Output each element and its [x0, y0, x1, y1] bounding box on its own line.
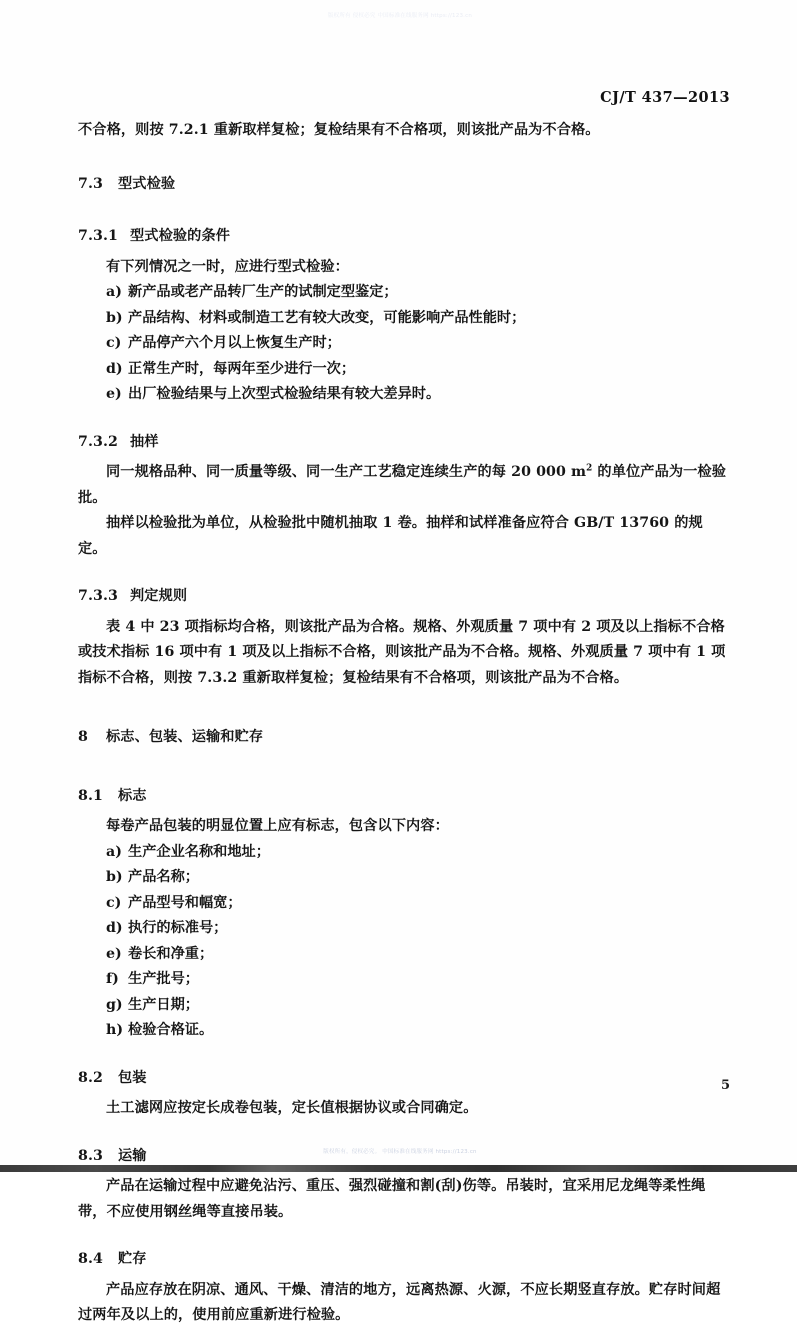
list-item	[78, 331, 730, 357]
intro-paragraph: 不合格，则按 7.2.1 重新取样复检；复检结果有不合格项，则该批产品为不合格。	[78, 122, 600, 138]
heading-7-3-3	[78, 584, 730, 610]
list-item-text: 新产品或老产品转厂生产的试制定型鉴定；	[128, 284, 398, 300]
heading-8-1-title: 标志	[118, 787, 147, 804]
list-marker: f)	[106, 971, 119, 987]
heading-7-3-3-title: 判定规则	[130, 588, 188, 604]
list-item	[78, 280, 730, 306]
lead-8-1: 每卷产品包装的明显位置上应有标志，包含以下内容：	[106, 818, 449, 834]
heading-7-3-1-number: 7.3.1	[78, 228, 118, 244]
list-marker: e)	[106, 386, 122, 402]
paragraph-8-4: 产品应存放在阴凉、通风、干燥、清洁的地方，远离热源、火源，不应长期竖直存放。贮存时间超过两年及以上的，使用前应重新进行检验。	[78, 1281, 721, 1323]
watermark-bottom: 版权所有，侵权必究。 中国标准在线服务网 https://123.cn	[323, 1149, 477, 1155]
list-item-text: 生产批号；	[128, 971, 199, 987]
list-marker: e)	[106, 945, 122, 962]
heading-8-number: 8	[78, 729, 88, 745]
list-item	[78, 967, 730, 993]
heading-7-3-2-number: 7.3.2	[78, 433, 118, 450]
scan-edge-bottom	[0, 1165, 800, 1172]
paragraph-7-3-2-a-post: 的单位产品为一检验批。	[78, 464, 727, 506]
list-item	[78, 865, 730, 891]
paragraph-7-3-3: 表 4 中 23 项指标均合格，则该批产品为合格。规格、外观质量 7 项中有 2 项及以上指标不合格或技术指标 16 项中有 1 项及以上指标不合格，则该批产品为不合格。规格、外观质量 7 项中有 1 项指标不合格，则按 7.3.2 重新取样复检；复检结果有不合格项，则该批产品为不合格。	[78, 618, 726, 686]
heading-7-3-2-title: 抽样	[130, 433, 159, 450]
heading-8-4-number: 8.4	[78, 1251, 103, 1267]
lead-7-3-1: 有下列情况之一时，应进行型式检验：	[106, 258, 349, 275]
paragraph-7-3-2-a-pre: 同一规格品种、同一质量等级、同一生产工艺稳定连续生产的每 20 000 m	[106, 464, 587, 480]
heading-7-3-1-title: 型式检验的条件	[130, 228, 231, 244]
heading-7-3	[78, 172, 730, 198]
list-8-1	[78, 840, 730, 1044]
list-item-text: 正常生产时，每两年至少进行一次；	[128, 360, 356, 377]
list-7-3-1	[78, 280, 730, 408]
heading-7-3-1	[78, 224, 730, 250]
heading-7-3-number: 7.3	[78, 175, 103, 192]
list-item	[78, 942, 730, 968]
heading-8-title: 标志、包装、运输和贮存	[106, 729, 264, 745]
heading-8-4-title: 贮存	[118, 1251, 147, 1267]
paragraph-8-2: 土工滤网应按定长成卷包装，定长值根据协议或合同确定。	[106, 1100, 478, 1116]
list-marker: d)	[106, 360, 123, 377]
list-marker: g)	[106, 996, 123, 1013]
list-marker: b)	[106, 309, 123, 326]
list-item-text: 生产企业名称和地址；	[128, 843, 270, 860]
list-item	[78, 840, 730, 866]
heading-7-3-title: 型式检验	[118, 175, 176, 192]
list-item	[78, 993, 730, 1019]
heading-8-2-number: 8.2	[78, 1069, 103, 1086]
list-item	[78, 1018, 730, 1044]
heading-7-3-2	[78, 430, 730, 456]
list-item-text: 产品型号和幅宽；	[128, 894, 242, 911]
list-item	[78, 357, 730, 383]
list-item	[78, 382, 730, 408]
paragraph-8-3: 产品在运输过程中应避免沾污、重压、强烈碰撞和割(刮)伤等。吊装时，宜采用尼龙绳等柔性绳带，不应使用钢丝绳等直接吊装。	[78, 1178, 706, 1220]
list-item-text: 产品结构、材料或制造工艺有较大改变，可能影响产品性能时；	[128, 309, 526, 326]
paragraph-7-3-2-b: 抽样以检验批为单位，从检验批中随机抽取 1 卷。抽样和试样准备应符合 GB/T 13760 的规定。	[78, 515, 703, 557]
list-item	[78, 891, 730, 917]
heading-8	[78, 725, 730, 751]
list-item-text: 执行的标准号；	[128, 920, 228, 936]
list-marker: d)	[106, 920, 123, 936]
list-marker: b)	[106, 869, 123, 885]
heading-8-1-number: 8.1	[78, 787, 103, 804]
list-marker: h)	[106, 1022, 124, 1038]
list-item-text: 出厂检验结果与上次型式检验结果有较大差异时。	[128, 386, 441, 402]
heading-8-3-title: 运输	[118, 1147, 147, 1164]
heading-8-2-title: 包装	[118, 1069, 147, 1086]
paragraph-7-3-2-a	[78, 460, 730, 511]
page-header-standard-code: CJ/T 437—2013	[600, 89, 730, 106]
heading-8-4	[78, 1247, 730, 1273]
list-marker: a)	[106, 843, 122, 860]
list-item-text: 检验合格证。	[128, 1022, 214, 1038]
list-item	[78, 916, 730, 942]
list-item-text: 产品名称；	[128, 869, 199, 885]
list-item	[78, 306, 730, 332]
page-number: 5	[720, 1078, 730, 1093]
list-item-text: 卷长和净重；	[128, 945, 214, 962]
list-marker: c)	[106, 894, 122, 911]
superscript-square: 2	[586, 463, 593, 474]
heading-8-1	[78, 784, 730, 810]
watermark-top: 版权所有 侵权必究 中国标准在线服务网 https://123.cn	[327, 13, 473, 19]
list-item-text: 生产日期；	[128, 996, 199, 1013]
heading-8-3-number: 8.3	[78, 1147, 103, 1164]
heading-7-3-3-number: 7.3.3	[78, 588, 118, 604]
list-marker: c)	[106, 335, 122, 351]
list-marker: a)	[106, 284, 122, 300]
list-item-text: 产品停产六个月以上恢复生产时；	[128, 335, 341, 351]
